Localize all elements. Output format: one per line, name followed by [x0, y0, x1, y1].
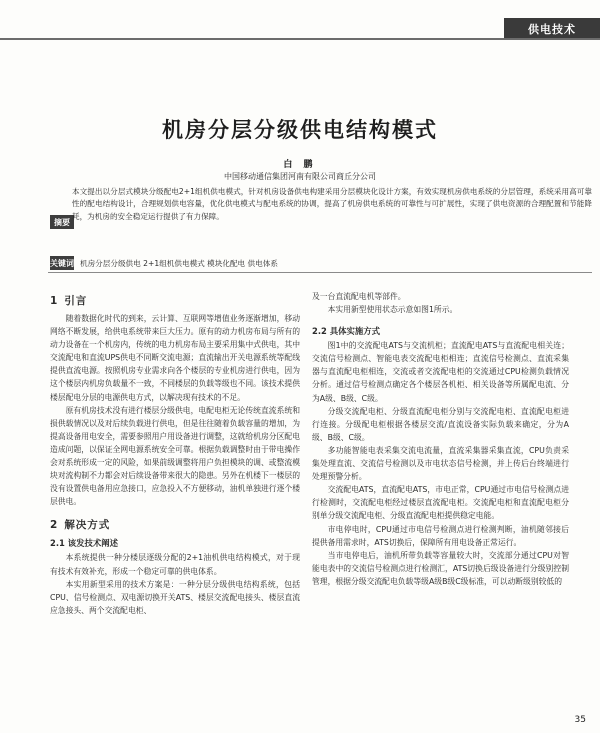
right-paragraph-1: 图1中的交流配电ATS与交流机柜；直流配电ATS与直流配电相关连；交流信号检测点、智能电表交流配电柜相连；直流信号检测点、直流采集器与直流配电柜相连，交流或者交流配电柜的交流通过CPU检测负载情况分析。通过信号检测点确定各个楼层各机柜、相关设备等所属配电流、分为A级、B级、C级。: [312, 341, 569, 403]
abstract-text: 本文提出以分层式模块分级配电2+1组机供电模式，针对机房设备供电构建采用分层模块化设计方案，有效实现机房供电系统的分层管理，系统采用高可靠性的配电结构设计，合理规划供电容量，优化供电模式与配电系统的协调，提高了机房供电系统的可靠性与可扩展性，实现了供电资源的合理配置和节能降耗，为机房的安全稳定运行提供了有力保障。: [72, 187, 592, 221]
section-2-2-heading: 2.2 具体实施方式: [312, 326, 381, 337]
header-rule: [0, 38, 600, 40]
keywords-divider: [48, 272, 592, 273]
right-paragraph-5: 市电停电时，CPU通过市电信号检测点进行检测判断，油机随邻接后提供备用需求时，ATS切换后，保障所有用电设备正常运行。: [312, 524, 569, 547]
section-1-paragraph-2: 原有机房技术没有进行楼层分级供电，电配电柜无论传统直流系统和损供载情况以及对后续负载进行供电，但是往往随着负载容量的增加，为提高设备用电安全，需要参照用户用设备进行调整，这就给机房分区配电造成问题，以保证全网电源系统安全可靠。根据负载调整时由于带电操作会对系统形成一定的风险，如果前级调整将用户负担模块的调、或整流模块对流构制不力都会对后续设备带来很大的隐患。另外在机楼下一楼层的没有设置供电备用应急接口，应急投入不方便移动，油机单独进行逐个楼层供电。: [50, 405, 300, 507]
section-2-heading: [50, 514, 300, 536]
section-1-title: 引言: [64, 295, 88, 307]
section-label: 供电技术: [528, 23, 576, 36]
section-1-heading: [50, 290, 300, 312]
section-1-paragraph-1: 随着数据化时代的到来，云计算、互联网等增值业务逐渐增加，移动网络不断发展，给供电系统带来巨大压力。原有的动力机房布局与所有的动力设备在一个机房内，传统的电力机房布局主要采用集中式供电，其中交流配电和直流UPS供电不同断交流电源；直流输出开关电源系统等配线提供直流电源。按照机房专业需求向各个楼层的专业机房进行供电，因为这个楼层内机房负载量不一致，不同楼层的负载等级也不同。该技术提供楼层配电分层的电源供电方式，以解决现有技术的不足。: [50, 314, 300, 402]
page-number: 35: [574, 715, 586, 725]
right-paragraph-0: 及一台直流配电机等部件。: [312, 292, 406, 301]
section-2-1-paragraph-1: 本系统提供一种分楼层逐级分配的2+1油机供电结构模式，对于现有技术有效补充，形成一个稳定可靠的供电体系。: [50, 553, 300, 576]
keywords-tag: 关键词: [50, 256, 74, 270]
section-2-1-paragraph-2: 本实用新型采用的技术方案是：一种分层分级供电结构系统，包括CPU、信号检测点、双电源切换开关ATS、楼层交流配电接头、楼层直流应急接头、两个交流配电柜、: [50, 579, 300, 615]
right-paragraph-2: 分级交流配电柜、分级直流配电柜分别与交流配电柜、直流配电柜进行连接。分级配电柜根据各楼层交流/直流设备实际负载来确定，分为A级、B级、C级。: [312, 406, 569, 442]
right-paragraph-3: 多功能智能电表采集交流电流量，直流采集器采集直流，CPU负责采集处理直流、交流信号检测以及市电状态信号检测，并上传后台终端进行处理预警分析。: [312, 445, 569, 482]
article-title: 机房分层分级供电结构模式: [162, 118, 438, 142]
left-column: [50, 290, 300, 617]
section-2-number: 2: [50, 519, 59, 532]
keywords-text: 机房分层分级供电 2+1组机供电模式 模块化配电 供电体系: [80, 259, 278, 268]
section-2-title: 解决方式: [64, 519, 111, 532]
abstract-tag: 摘要: [50, 215, 74, 229]
right-paragraph-6: 当市电停电后，油机所带负载等容量较大时，交流部分通过CPU对智能电表中的交流信号检测点进行检测汇，ATS切换后级设备进行分级别控制管理，根据分级交流配电负载等级A级B级C级标准，可以动断级别较低的: [312, 550, 569, 586]
section-2-1-heading: 2.1 该发技术阐述: [50, 538, 119, 549]
article-affiliation: 中国移动通信集团河南有限公司商丘分公司: [224, 172, 376, 181]
right-paragraph-4: 交流配电ATS，直流配电ATS，市电正常，CPU通过市电信号检测点进行检测时，交流配电柜经过楼层直流配电柜。交流配电柜和直流配电柜分别单分级交流配电柜、分级直流配电柜提供稳定电能。: [312, 485, 569, 521]
section-label-tab: [504, 18, 600, 40]
right-paragraph-0b: 本实用新型使用状态示意如图1所示。: [327, 305, 458, 315]
section-1-number: 1: [50, 295, 59, 307]
article-author: 白 鹏: [283, 160, 317, 170]
right-column: [312, 290, 569, 588]
